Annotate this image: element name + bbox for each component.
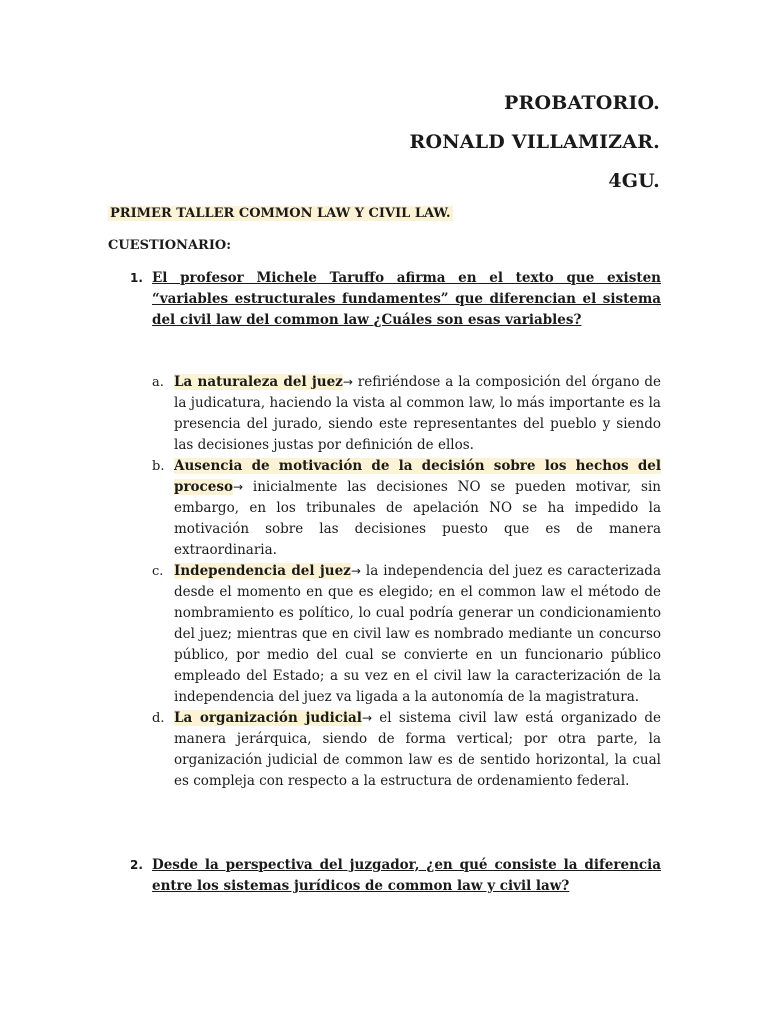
header-author: RONALD VILLAMIZAR. [409, 131, 660, 153]
item-letter: c. [152, 564, 164, 579]
header-subject: PROBATORIO. [503, 92, 660, 114]
section-heading: CUESTIONARIO: [108, 238, 232, 253]
arrow-icon: → [361, 711, 372, 725]
question-text: El profesor Michele Taruffo afirma en el texto que existen “variables estructurales fundamentes” que diferencian el sistema del civil law del common law ¿Cuáles son esas variables? [152, 270, 661, 328]
question-text: Desde la perspectiva del juzgador, ¿en qué consiste la diferencia entre los sistemas jurídicos de common law y civil law? [152, 857, 661, 894]
item-key-term: Ausencia de motivación de la decisión sobre los hechos del proceso [174, 458, 661, 495]
item-key-term: La organización judicial [174, 710, 362, 726]
answer-list [152, 372, 661, 792]
list-item [152, 561, 661, 708]
list-item [152, 708, 661, 792]
item-text: el sistema civil law está organizado de manera jerárquica, siendo de forma vertical; por otra parte, la organización judicial de common law es de sentido horizontal, la cual es compleja con respecto a la estructura de ordenamiento federal. [174, 710, 661, 789]
arrow-icon: → [342, 375, 353, 389]
item-text: refiriéndose a la composición del órgano de la judicatura, haciendo la vista al common law, lo más importante es la presencia del jurado, siendo este representantes del pueblo y siendo las decisiones justas por definición de ellos. [174, 374, 661, 453]
item-key-term: Independencia del juez [174, 563, 351, 579]
item-letter: b. [152, 459, 165, 474]
item-text: la independencia del juez es caracterizada desde el momento en que es elegido; en el common law el método de nombramiento es político, lo cual podría generar un condicionamiento del juez; mientras que en civil law es nombrado mediante un concurso público, por medio del cual se convierte en un funcionario público empleado del Estado; a su vez en el civil law la caracterización de la independencia del juez va ligada a la autonomía de la magistratura. [174, 563, 661, 705]
item-letter: a. [152, 375, 164, 390]
item-letter: d. [152, 711, 165, 726]
list-item [152, 456, 661, 561]
question-2 [130, 855, 661, 897]
list-item [152, 372, 661, 456]
question-number: 1. [130, 271, 143, 285]
item-text: inicialmente las decisiones NO se pueden motivar, sin embargo, en los tribunales de apelación NO se ha impedido la motivación sobre las decisiones puesto que es de manera extraordinaria. [174, 479, 661, 558]
question-1 [130, 268, 661, 331]
workshop-title: PRIMER TALLER COMMON LAW Y CIVIL LAW. [110, 206, 451, 221]
arrow-icon: → [350, 564, 361, 578]
header-group: 4GU. [608, 170, 660, 192]
item-key-term: La naturaleza del juez [174, 374, 343, 390]
question-number: 2. [130, 858, 143, 872]
arrow-icon: → [232, 480, 244, 494]
